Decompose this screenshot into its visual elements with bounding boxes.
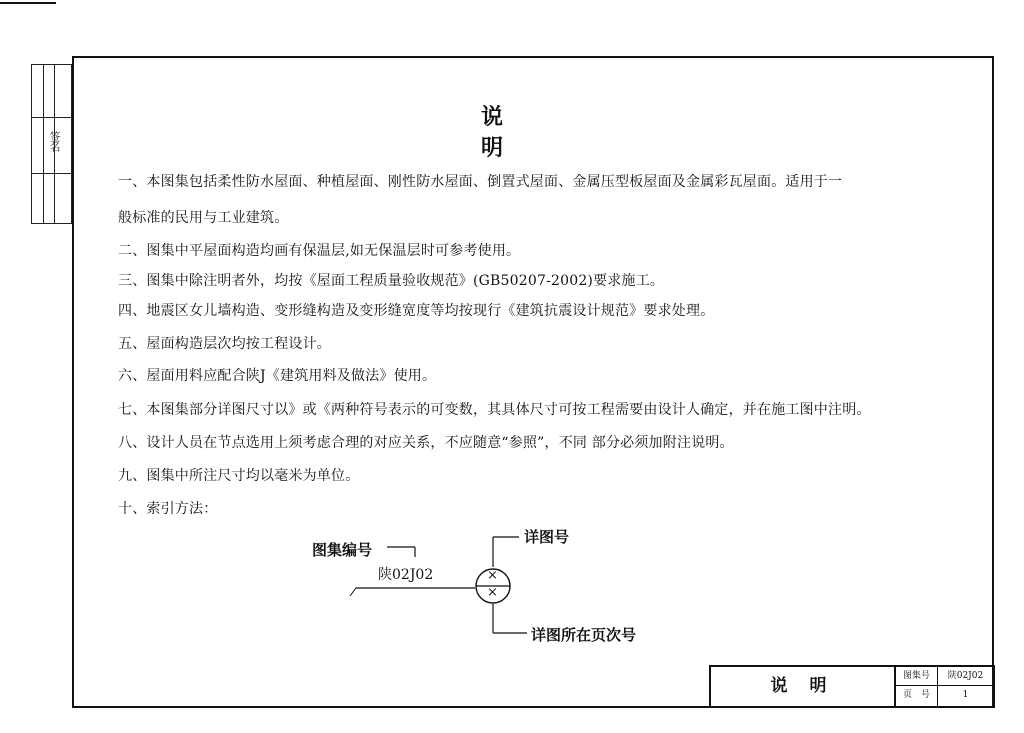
detail-mark: × xyxy=(487,568,498,583)
atlas-no-label: 图集号 xyxy=(896,667,938,686)
note-line: 三、图集中除注明者外，均按《屋面工程质量验收规范》(GB50207-2002)要求施工。 xyxy=(118,273,665,289)
page-title: 说 明 xyxy=(480,104,716,161)
detail-number-label: 详图号 xyxy=(524,528,570,546)
atlas-code: 陕02J02 xyxy=(378,567,434,583)
note-line: 一、本图集包括柔性防水屋面、种植屋面、刚性防水屋面、倒置式屋面、金属压型板屋面及金属彩瓦屋面。适用于一 xyxy=(118,174,843,190)
page-mark: × xyxy=(487,585,498,600)
page-no-label: 页 号 xyxy=(896,686,938,706)
atlas-number-label: 图集编号 xyxy=(312,541,373,559)
note-line: 四、地震区女儿墙构造、变形缝构造及变形缝宽度等均按现行《建筑抗震设计规范》要求处理。 xyxy=(118,303,715,319)
page-no: 1 xyxy=(962,690,969,700)
note-line: 五、屋面构造层次均按工程设计。 xyxy=(118,336,331,352)
note-line: 八、设计人员在节点选用上须考虑合理的对应关系，不应随意“参照”，不同 部分必须加附注说明。 xyxy=(118,435,734,451)
title-block xyxy=(709,665,995,708)
note-line: 七、本图集部分详图尺寸以》或《两种符号表示的可变数，其具体尺寸可按工程需要由设计人确定，并在施工图中注明。 xyxy=(118,402,871,418)
note-line: 九、图集中所注尺寸均以毫米为单位。 xyxy=(118,468,360,484)
note-line: 二、图集中平屋面构造均画有保温层,如无保温层时可参考使用。 xyxy=(118,243,521,259)
note-line: 般标准的民用与工业建筑。 xyxy=(118,210,289,226)
title-block-name: 说 明 xyxy=(711,667,896,706)
atlas-no: 陕02J02 xyxy=(938,667,993,686)
index-diagram xyxy=(300,520,700,660)
strip-divider xyxy=(32,117,71,118)
note-line: 十、索引方法： xyxy=(118,501,218,517)
page-number-label: 详图所在页次号 xyxy=(531,626,637,644)
corner-line xyxy=(0,2,56,4)
approval-strip xyxy=(31,64,72,224)
signature: 签名 xyxy=(48,131,61,151)
note-line: 六、屋面用料应配合陕J《建筑用料及做法》使用。 xyxy=(118,368,437,384)
